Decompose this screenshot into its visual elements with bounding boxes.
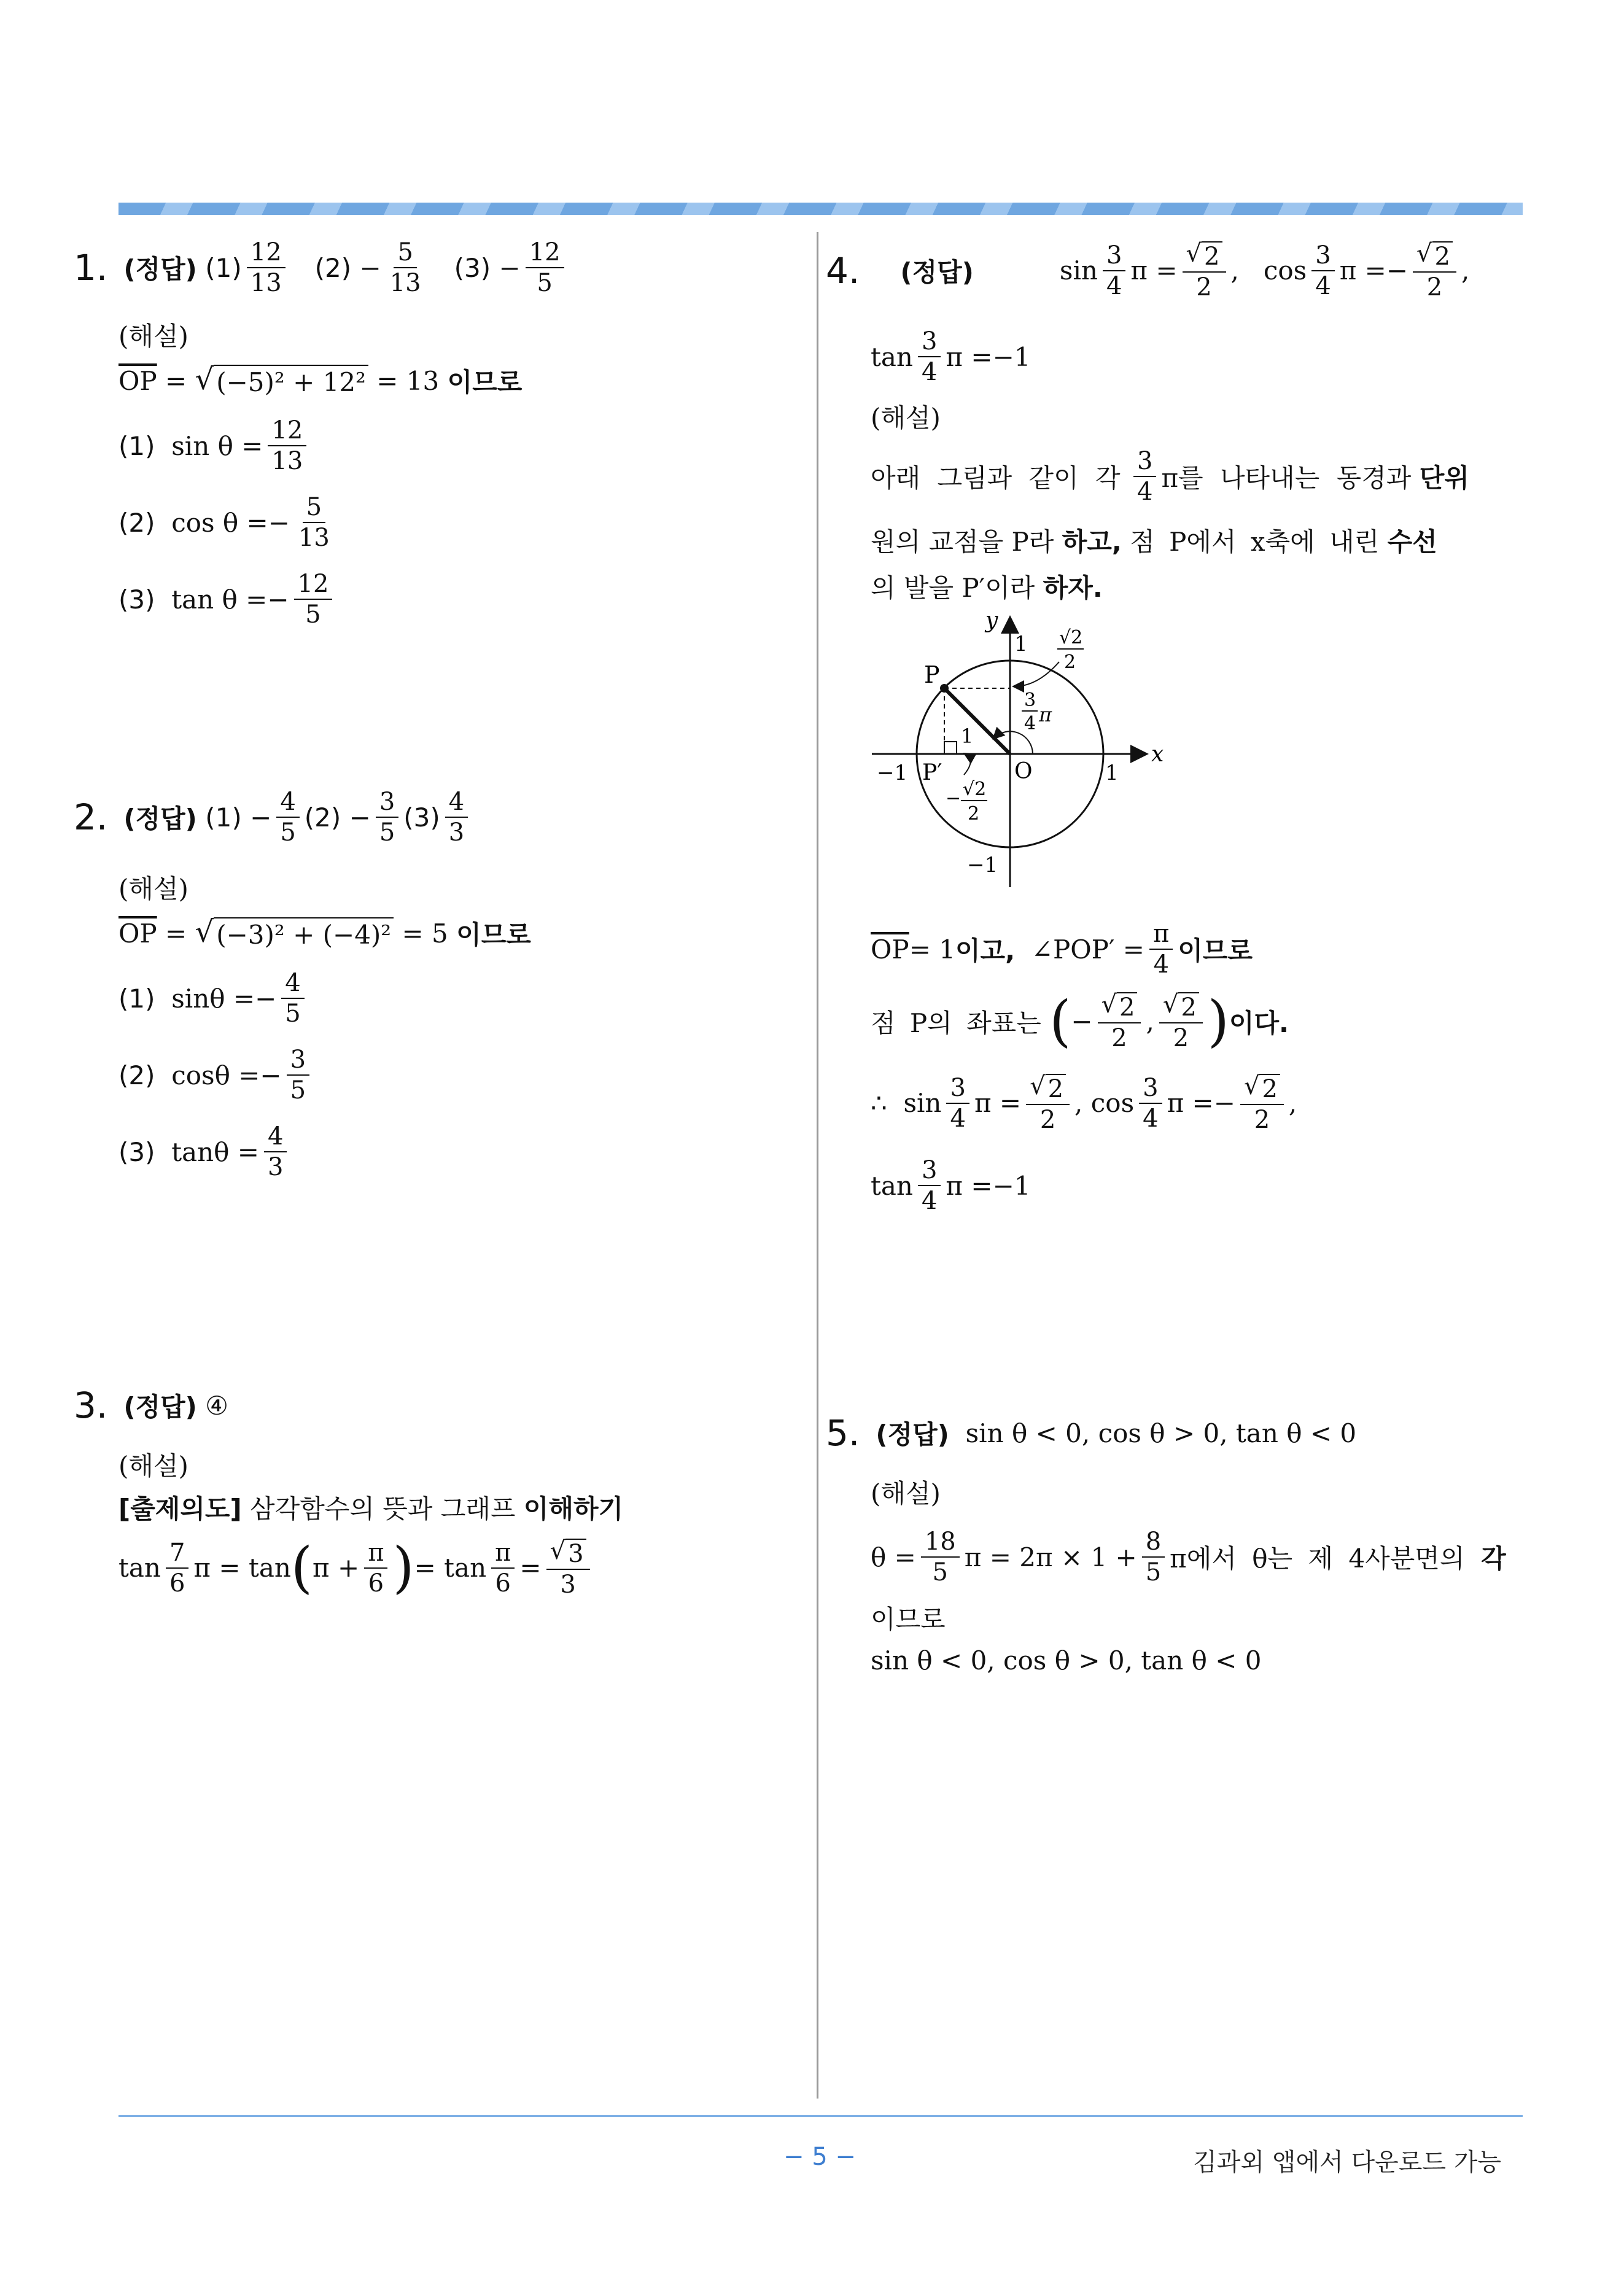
right-angle-mark [944,742,957,754]
footer-note: 김과외 앱에서 다운로드 가능 [1193,2148,1501,2177]
q3-answer-line [74,1384,228,1426]
q1-sol-1: (1) sin θ = $\frac{12}{13}$ [118,417,311,474]
q1-a2-frac: $\frac{5}{13}$ [389,238,421,297]
label-p: P [924,661,940,688]
unit-circle-diagram [872,614,1167,896]
answer-tag: (정답) [876,1419,949,1450]
q1-a2-sign: − [359,252,381,283]
sqrt2-bottom-num: √2 [963,779,987,800]
q4-calc-1: $\overline{OP}$ = 1 이고, ∠POP′ = $\frac{\pi}{4}$ 이므로 [871,920,1253,979]
q4-number: 4. [826,249,860,292]
tick-one-right: 1 [1105,761,1119,785]
tick-neg-one-bottom: −1 [967,853,998,877]
q2-op-line: $\overline{OP}$ = √ (−3)² + (−4)² = 5 이므로 [118,914,531,950]
q2-a1-frac: $\frac{4}{5}$ [276,789,299,845]
column-divider [817,232,818,2099]
answer-tag: (정답) [123,1392,197,1422]
q5-equation: θ = $\frac{18}{5}$ π = 2π × 1 + $\frac{8}{5}$ π에서 θ는 제 4사분면의 각 [871,1528,1506,1586]
q5-line-2: 이므로 [871,1604,946,1634]
q5-answer: sin θ < 0, cos θ > 0, tan θ < 0 [965,1418,1357,1448]
page-number: − 5 − [783,2143,856,2171]
q1-sol-2: (2) cos θ =− $\frac{5}{13}$ [118,493,330,552]
q4-para-2: 원의 교점을 P라 하고, 점 P에서 x축에 내린 수선 [871,527,1437,557]
q1-a3-frac: $\frac{12}{5}$ [526,239,564,296]
radius-op [944,688,1010,754]
answer-tag: (정답) [123,254,197,284]
q3-solution-label: (해설) [118,1451,188,1481]
q5-answer-line [826,1412,1356,1454]
q1-a3-label: (3) [454,252,491,283]
q1-solution-label: (해설) [118,321,188,351]
q5-solution-label: (해설) [871,1478,941,1509]
sqrt: √ (−3)² + (−4)² [195,917,394,950]
q4-calc-2: 점 P의 좌표는 ( − √ 2 2 , √ 2 2 ) 이다. [871,988,1289,1054]
pointer-arrow-top [1014,662,1059,686]
x-label: x [1151,742,1164,767]
tick-one-top: 1 [1014,632,1028,656]
q1-sol-3: (3) tan θ =− $\frac{12}{5}$ [118,571,337,627]
label-o: O [1014,759,1033,784]
q4-calc-3: ∴ sin $\frac{3}{4}$ π = √ 2 2 , cos $\frac{3}{4}$ π =− √ 2 2 , [871,1072,1297,1134]
tick-neg-one-left: −1 [877,761,908,785]
header-stripe [118,203,1523,215]
q1-a1-frac: $\frac{12}{13}$ [247,239,286,296]
q2-solution-label: (해설) [118,874,188,904]
q2-sol-3: (3) tanθ = $\frac{4}{3}$ [118,1124,292,1180]
q4-answer-line-2: tan $\frac{3}{4}$ π =−1 [871,327,1031,386]
q1-answer-line [74,239,569,296]
q2-a2-frac: $\frac{3}{5}$ [376,789,398,845]
q2-a3-frac: $\frac{4}{3}$ [445,789,468,845]
q1-a3-sign: − [499,252,521,283]
q1-op-line: $\overline{OP}$ = √ (−5)² + 12² = 13 이므로 [118,362,522,399]
q4-answer-line-1: 4. (정답) sin $\frac{3}{4}$ π = √ 2 2 , cos $\frac{3}{4}$ π =− √ 2 2 , [826,239,1470,301]
q5-line-3: sin θ < 0, cos θ > 0, tan θ < 0 [871,1645,1262,1676]
sqrt2-bottom-den: 2 [968,803,980,825]
q2-sol-2: (2) cosθ =− $\frac{3}{5}$ [118,1047,314,1103]
q4-para-3: 의 발을 P′이라 하자. [871,573,1103,603]
q1-number: 1. [74,247,108,289]
sqrt2-top-den: 2 [1064,651,1076,673]
q2-sol-1: (1) sinθ =− $\frac{4}{5}$ [118,970,309,1027]
segment-op: $\overline{OP}$ [118,365,157,396]
q3-answer: ④ [205,1390,228,1421]
footer-line [118,2115,1523,2117]
q1-a1-label: (1) [205,252,242,283]
q1-op-value: = 13 [376,365,440,396]
segment-op: $\overline{OP}$ [118,918,157,949]
q5-number: 5. [826,1412,860,1454]
answer-tag: (정답) [900,257,974,287]
q4-solution-label: (해설) [871,403,941,433]
q1-a2-label: (2) [314,252,352,283]
q4-para-1: 아래 그림과 같이 각 $\frac{3}{4}$ π를 나타내는 동경과 단위 [871,447,1469,506]
segment-length-label: 1 [961,724,974,748]
y-label: y [985,614,998,633]
q2-number: 2. [74,796,108,838]
answer-tag: (정답) [123,804,197,834]
angle-den: 4 [1024,713,1036,734]
segment-op: $\overline{OP}$ [871,934,909,965]
q4-calc-4: tan $\frac{3}{4}$ π =−1 [871,1156,1031,1215]
pointer-arrow-bottom [964,754,971,775]
sqrt: √ (−5)² + 12² [195,365,368,397]
q3-number: 3. [74,1384,108,1426]
q1-op-suffix: 이므로 [447,367,523,397]
label-p-prime: P′ [922,760,942,785]
q3-equation: tan $\frac{7}{6}$ π = tan ( π + $\frac{\pi}{6}$ ) = tan $\frac{\pi}{6}$ = √ 3 3 [118,1538,595,1598]
q2-answer-line: 2. (정답) (1) − $\frac{4}{5}$ (2) − $\frac{3}{5}$ (3) $\frac{4}{3}$ [74,789,473,845]
sqrt2-bottom-sign: − [946,788,962,809]
angle-pi: π [1039,703,1052,726]
angle-num: 3 [1024,689,1036,711]
q3-intent: [출제의도] 삼각함수의 뜻과 그래프 이해하기 [118,1494,624,1524]
sqrt2-top-num: √2 [1059,627,1083,648]
